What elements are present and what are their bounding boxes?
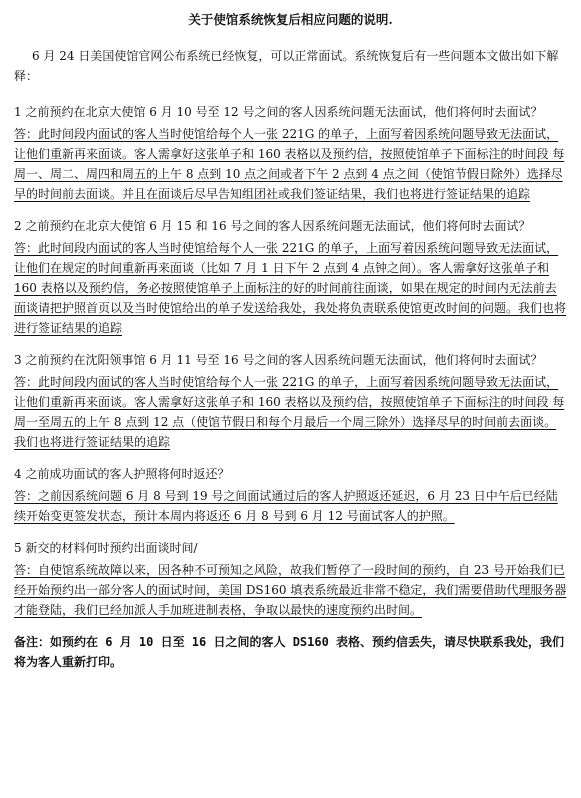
qa-block-5 [14, 538, 567, 620]
document-title: 关于使馆系统恢复后相应问题的说明. [188, 12, 393, 27]
qa-block-2 [14, 216, 567, 338]
qa-block-3 [14, 350, 567, 452]
question-5: 5 新交的材料何时预约出面谈时间/ [14, 541, 198, 555]
answer-4: 答：之前因系统问题 6 月 8 号到 19 号之间面试通过后的客人护照返还延迟，6 月 23 日中午后已经陆续开始变更签发状态，预计本周内将返还 6 月 8 号到 6 月 12 号面试客人的护照。 [14, 489, 558, 523]
footnote: 备注：如预约在 6 月 10 日至 16 日之间的客人 DS160 表格、预约信丢失，请尽快联系我处，我们将为客人重新打印。 [14, 635, 565, 669]
question-1: 1 之前预约在北京大使馆 6 月 10 号至 12 号之间的客人因系统问题无法面试，他们将何时去面试？ [14, 105, 543, 119]
question-4: 4 之前成功面试的客人护照将何时返还？ [14, 467, 230, 481]
intro-paragraph: 6 月 24 日美国使馆官网公布系统已经恢复，可以正常面试。系统恢复后有一些问题本文做出如下解释： [14, 49, 559, 83]
question-2: 2 之前预约在北京大使馆 6 月 15 和 16 号之间的客人因系统问题无法面试，他们将何时去面试？ [14, 219, 531, 233]
answer-1: 答：此时间段内面试的客人当时使馆给每个人一张 221G 的单子，上面写着因系统问题导致无法面试，让他们重新再来面谈。客人需拿好这张单子和 160 表格以及预约信，按照使馆单子下面标注的时间段 每周一、周二、周四和周五的上午 8 点到 10 点之间或者下午 2 点到 4 点之间（使馆节假日除外）选择尽早的时间前去面谈。并且在面谈后尽早告知组团社或我们签证结果，我们也将进行签证结果的追踪 [14, 127, 565, 201]
question-3: 3 之前预约在沈阳领事馆 6 月 11 号至 16 号之间的客人因系统问题无法面试，他们将何时去面试？ [14, 353, 543, 367]
answer-3: 答：此时间段内面试的客人当时使馆给每个人一张 221G 的单子，上面写着因系统问题导致无法面试，让他们重新再来面谈。客人需拿好这张单子和 160 表格以及预约信，按照使馆单子下面标注的时间段 每周一至周五的上午 8 点到 12 点（使馆节假日和每个月最后一个周三除外）选择尽早的时间前去面谈。我们也将进行签证结果的追踪 [14, 375, 565, 449]
answer-5: 答：自使馆系统故障以来，因各种不可预知之风险，故我们暂停了一段时间的预约，自 23 号开始我们已经开始预约出一部分客人的面试时间，美国 DS160 填表系统最近非常不稳定，我们需要借助代理服务器才能登陆，我们已经加派人手加班进制表格，争取以最快的速度预约出时间。 [14, 563, 567, 617]
qa-block-4 [14, 464, 567, 526]
answer-2: 答：此时间段内面试的客人当时使馆给每个人一张 221G 的单子，上面写着因系统问题导致无法面试，让他们在规定的时间重新再来面谈（比如 7 月 1 日下午 2 点到 4 点钟之间）。客人需拿好这张单子和 160 表格以及预约信，务必按照使馆单子上面标注的好的时间前往面谈，如果在规定的时间内无法前去面谈请把护照首页以及当时使馆给出的单子发送给我处，我处将负责联系使馆更改时间的问题。我们也将进行签证结果的追踪 [14, 241, 567, 335]
qa-block-1 [14, 102, 567, 204]
